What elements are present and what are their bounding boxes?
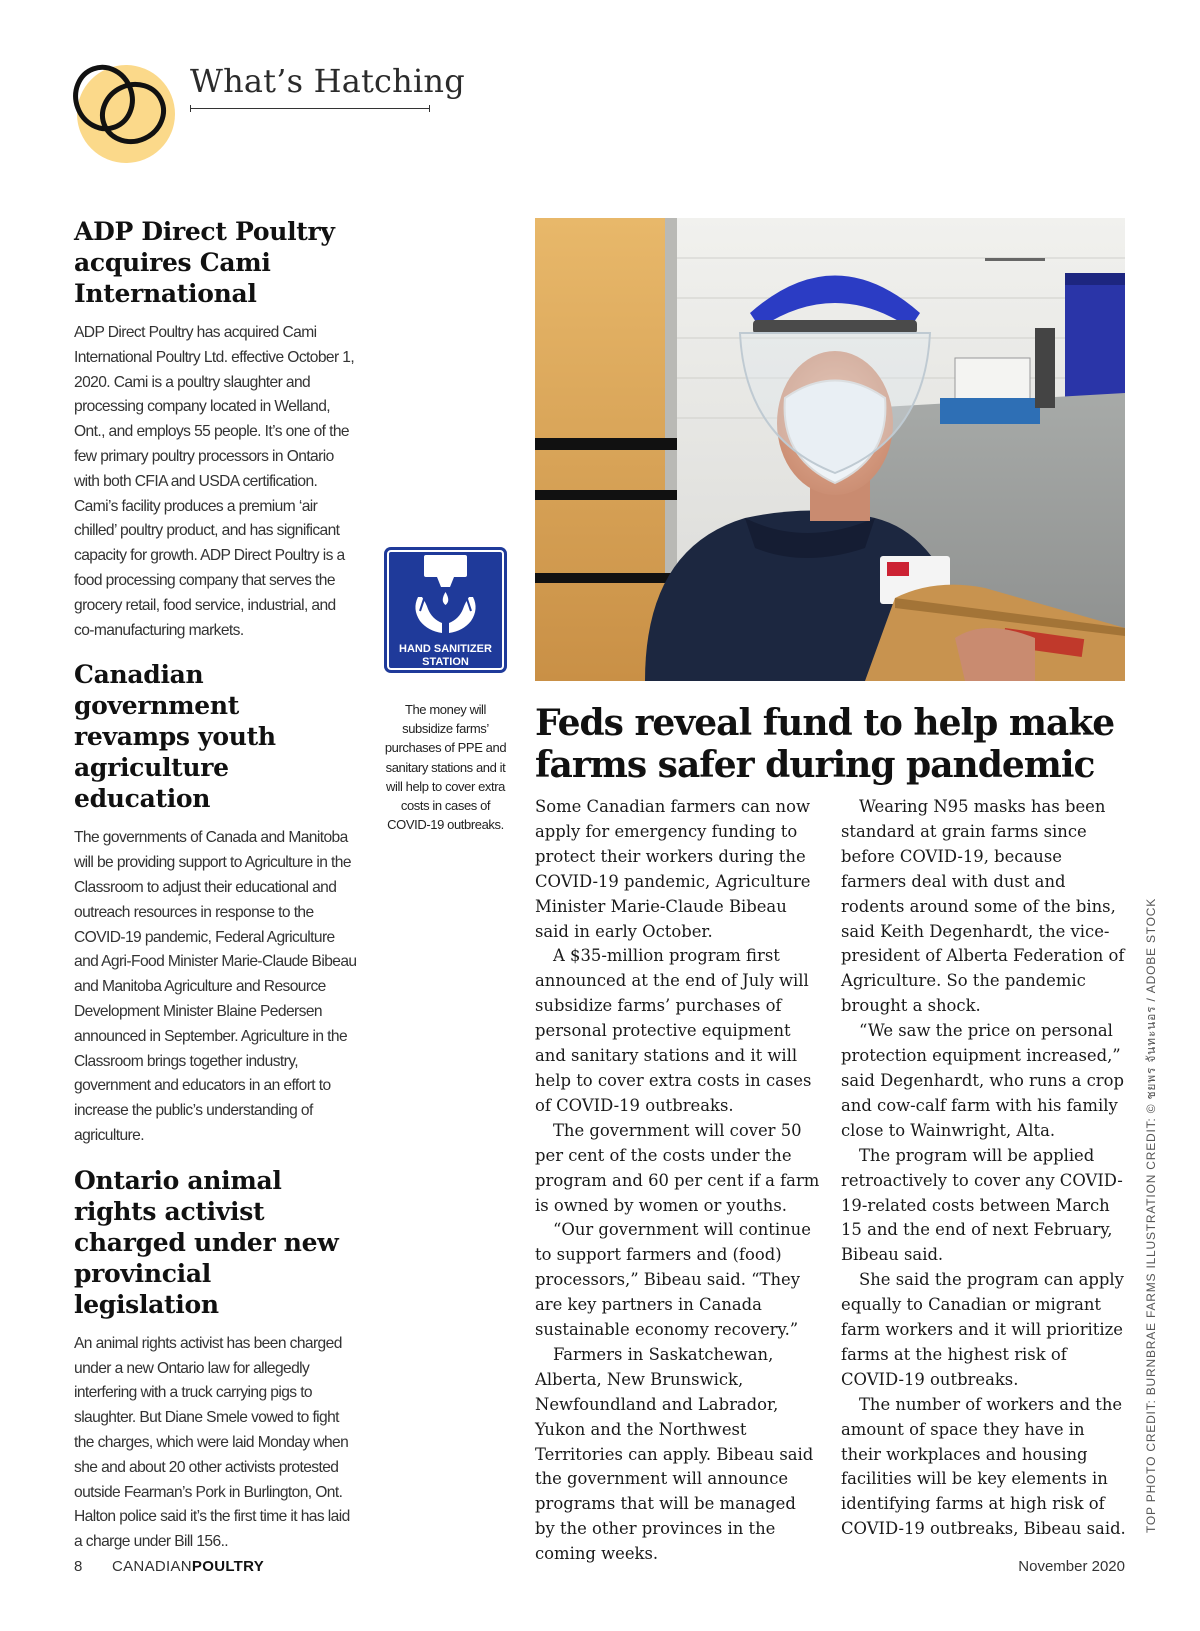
sign-label-line2: STATION [422, 656, 469, 668]
brief-headline: Ontario animal rights activist charged under new provincial legislation [74, 1165, 339, 1319]
sign-label-line1: HAND SANITIZER [399, 643, 492, 655]
article-paragraph: Farmers in Saskatchewan, Alberta, New Brunswick, Newfoundland and Labrador, Yukon and the Northwest Territories can apply. Bibeau said the government will announce programs that will be managed by the other provinces in the coming weeks. [535, 1344, 814, 1564]
magazine-name-prefix: CANADIAN [112, 1558, 192, 1575]
article-paragraph: The number of workers and the amount of space they have in their workplaces and housing facilities will be key elements in identifying farms at high risk of COVID-19 outbreaks, Bibeau said. [841, 1394, 1126, 1539]
sign-label [390, 643, 501, 669]
section-title-rule [190, 108, 430, 109]
brief-body: ADP Direct Poultry has acquired Cami International Poultry Ltd. effective October 1, 2020. Cami is a poultry slaughter and processing company located in Welland, Ont., and employs 55 people. It’s one of the few primary poultry processors in Ontario with both CFIA and USDA certification. Cami’s facility produces a premium ‘air chilled’ poultry product, and has significant capacity for growth. ADP Direct Poultry is a food processing company that serves the grocery retail, food service, industrial, and co-manufacturing markets. [74, 324, 355, 639]
photo-caption: The money will subsidize farms’ purchases of PPE and sanitary stations and it will help to cover extra costs in cases of COVID-19 outbreaks. [384, 702, 507, 833]
magazine-name [112, 1558, 264, 1575]
article-paragraph: “We saw the price on personal protection equipment increased,” said Degenhardt, who runs a crop and cow-calf farm with his family close to Wainwright, Alta. [841, 1021, 1124, 1140]
article-paragraph: The program will be applied retroactively to cover any COVID-19-related costs between March 15 and the end of next February, Bibeau said. [841, 1145, 1123, 1265]
article-paragraph: Some Canadian farmers can now apply for emergency funding to protect their workers during the COVID-19 pandemic, Agriculture Minister Marie-Claude Bibeau said in early October. [535, 797, 811, 941]
hand-sanitizer-sign [384, 547, 507, 673]
article-paragraph: “Our government will continue to support farmers and (food) processors,” Bibeau said. “They are key partners in Canada sustainable economy recovery.” [535, 1220, 811, 1340]
article-paragraph: A $35-million program first announced at the end of July will subsidize farms’ purchases of personal protective equipment and sanitary stations and it will help to cover extra costs in cases of COVID-19 outbreaks. [535, 946, 812, 1115]
brief-headline: Canadian government revamps youth agriculture education [74, 660, 276, 814]
section-title: What’s Hatching [190, 62, 465, 100]
magazine-name-bold: POULTRY [191, 1558, 265, 1575]
worker-face-shield-photo [535, 218, 1125, 681]
two-eggs-icon [70, 58, 178, 166]
brief-headline: ADP Direct Poultry acquires Cami International [74, 217, 335, 308]
brief-body: The governments of Canada and Manitoba will be providing support to Agriculture in the Classroom to adjust their educational and outreach resources in response to the COVID-19 pandemic, Federal Agriculture and Agri-Food Minister Marie-Claude Bibeau and Manitoba Agriculture and Resource Development Minister Blaine Pedersen announced in September. Agriculture in the Classroom brings together industry, government and educators in an effort to increase the public’s understanding of agriculture. [74, 829, 357, 1144]
news-briefs-column [74, 216, 358, 1571]
article-paragraph: She said the program can apply equally to Canadian or migrant farm workers and it will prioritize farms at the highest risk of COVID-19 outbreaks. [841, 1270, 1124, 1389]
article-headline: Feds reveal fund to help make farms safer during pandemic [535, 702, 1115, 786]
brief-body: An animal rights activist has been charged under a new Ontario law for allegedly interfering with a truck carrying pigs to slaughter. But Diane Smele vowed to fight the charges, which were laid Monday when she and about 20 other activists protested outside Fearman’s Pork in Burlington, Ont. Halton police said it’s the first time it has laid a charge under Bill 156.. [74, 1334, 350, 1551]
issue-date: November 2020 [1018, 1558, 1125, 1575]
page-number: 8 [74, 1558, 83, 1575]
article-paragraph: Wearing N95 masks has been standard at grain farms since before COVID-19, because farmers deal with dust and rodents around some of the bins, said Keith Degenhardt, the vice-president of Alberta Federation of Agriculture. So the pandemic brought a shock. [841, 797, 1125, 1016]
article-column-1 [535, 795, 820, 1567]
article-column-2 [841, 795, 1126, 1542]
photo-credit: TOP PHOTO CREDIT: BURNBRAE FARMS ILLUSTRATION CREDIT: © ชยพร จันทะนอร / ADOBE STOCK [1144, 897, 1158, 1533]
article-paragraph: The government will cover 50 per cent of the costs under the program and 60 per cent if a farm is owned by women or youths. [535, 1120, 820, 1215]
